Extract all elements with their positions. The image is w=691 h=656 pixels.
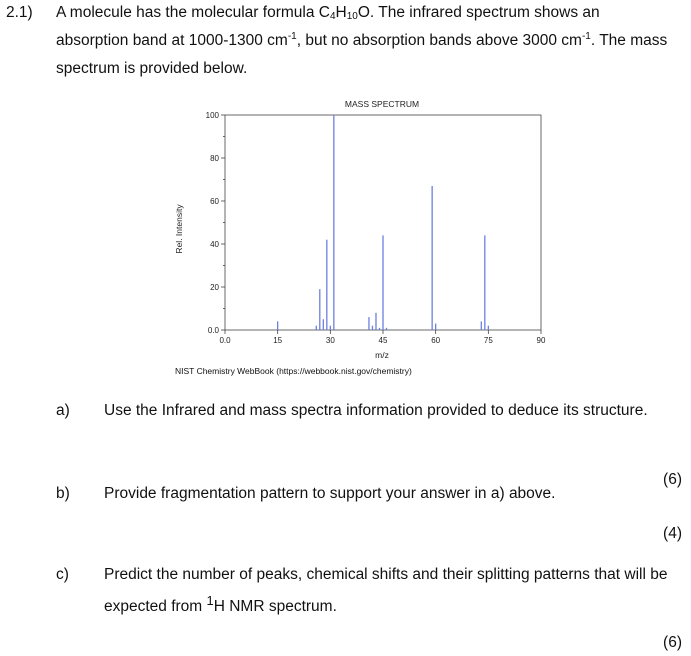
ir-absence-text: , but no absorption bands above 3000 cm	[296, 32, 582, 49]
part-c-label: c)	[56, 566, 69, 583]
question-line-2-end: . The mass	[590, 32, 668, 49]
part-a-marks: (6)	[663, 471, 682, 488]
y-tick-label: 40	[210, 240, 219, 249]
question-number: 2.1)	[6, 4, 33, 21]
chart-y-axis-label: Rel. Intensity	[174, 204, 184, 254]
x-tick-label: 15	[273, 336, 283, 345]
y-tick-label: 20	[210, 283, 219, 292]
mass-spectrum-chart	[168, 94, 558, 364]
part-b-marks: (4)	[663, 525, 682, 542]
x-tick-label: 30	[325, 336, 335, 345]
formula-prefix: A molecule has the molecular formula C	[56, 4, 330, 21]
question-line-3: spectrum is provided below.	[56, 60, 248, 77]
y-tick-label: 0.0	[207, 326, 219, 335]
chart-x-axis-label: m/z	[375, 350, 389, 360]
part-c-text-line-2-end: H NMR spectrum.	[213, 598, 337, 616]
x-tick-label: 75	[483, 336, 493, 345]
part-a-text: Use the Infrared and mass spectra information provided to deduce its structure.	[104, 402, 648, 419]
part-c-text-line-2	[104, 593, 337, 616]
wavenumber-exponent-2: -1	[581, 31, 591, 42]
formula-h: H	[335, 4, 347, 21]
nmr-isotope-superscript: 1	[206, 593, 214, 608]
part-a-label: a)	[56, 402, 70, 419]
y-tick-label: 100	[205, 111, 219, 120]
chart-title: MASS SPECTRUM	[344, 99, 420, 109]
x-tick-label: 90	[536, 336, 546, 345]
formula-c-count: 4	[329, 11, 336, 22]
ir-band-text: absorption band at 1000-1300 cm	[56, 32, 288, 49]
y-tick-label: 80	[210, 154, 219, 163]
data-source-citation: NIST Chemistry WebBook (https://webbook.nist.gov/chemistry)	[175, 366, 412, 376]
y-tick-label: 60	[210, 197, 219, 206]
formula-h-count: 10	[346, 11, 358, 22]
x-tick-label: 45	[378, 336, 388, 345]
part-c-marks: (6)	[663, 634, 682, 651]
part-b-label: b)	[56, 485, 70, 502]
question-line-1	[56, 4, 600, 22]
question-line-1-end: O. The infrared spectrum shows an	[357, 4, 600, 21]
part-c-text-line-2-start: expected from	[104, 598, 207, 616]
x-tick-label: 0.0	[219, 336, 231, 345]
wavenumber-exponent: -1	[287, 31, 297, 42]
part-b-text: Provide fragmentation pattern to support your answer in a) above.	[104, 485, 556, 502]
x-tick-label: 60	[431, 336, 441, 345]
part-c-text-line-1: Predict the number of peaks, chemical shifts and their splitting patterns that will be	[104, 566, 668, 583]
question-line-2	[56, 32, 667, 50]
